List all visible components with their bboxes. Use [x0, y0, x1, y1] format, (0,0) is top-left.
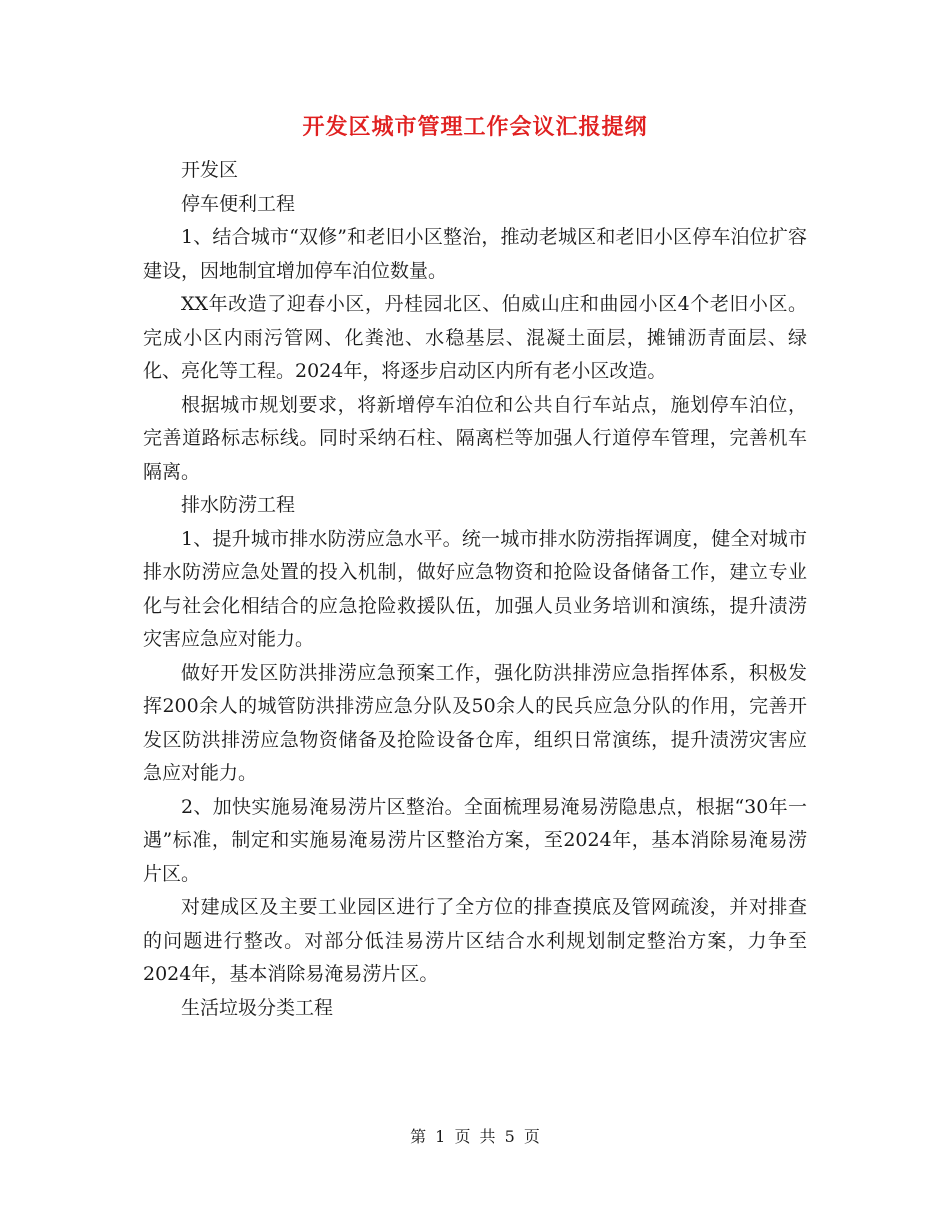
paragraph: 对建成区及主要工业园区进行了全方位的排查摸底及管网疏浚，并对排查的问题进行整改。对部分低洼易涝片区结合水利规划制定整治方案，力争至2024年，基本消除易淹易涝片区。	[143, 896, 807, 985]
paragraph: 根据城市规划要求，将新增停车泊位和公共自行车站点，施划停车泊位，完善道路标志标线。同时采纳石柱、隔离栏等加强人行道停车管理，完善机车隔离。	[143, 393, 807, 483]
paragraph: 做好开发区防洪排涝应急预案工作，强化防洪排涝应急指挥体系，积极发挥200余人的城管防洪排涝应急分队及50余人的民兵应急分队的作用，完善开发区防洪排涝应急物资储备及抢险设备仓库，组织日常演练，提升渍涝灾害应急应对能力。	[143, 661, 807, 784]
document-title: 开发区城市管理工作会议汇报提纲	[302, 114, 648, 140]
page-footer: 第 1 页 共 5 页	[410, 1127, 540, 1146]
section-heading-garbage: 生活垃圾分类工程	[181, 996, 334, 1019]
paragraph: XX年改造了迎春小区，丹桂园北区、伯威山庄和曲园小区4个老旧小区。完成小区内雨污管网、化粪池、水稳基层、混凝土面层，摊铺沥青面层、绿化、亮化等工程。2024年，将逐步启动区内所有老小区改造。	[143, 293, 807, 382]
document-body	[143, 154, 807, 1025]
paragraph: 1、提升城市排水防涝应急水平。统一城市排水防涝指挥调度，健全对城市排水防涝应急处置的投入机制，做好应急物资和抢险设备储备工作，建立专业化与社会化相结合的应急抢险救援队伍，加强人员业务培训和演练，提升渍涝灾害应急应对能力。	[143, 527, 807, 650]
paragraph: 1、结合城市“双修”和老旧小区整治，推动老城区和老旧小区停车泊位扩容建设，因地制宜增加停车泊位数量。	[143, 226, 807, 282]
section-heading-parking: 停车便利工程	[181, 192, 296, 215]
section-heading-drainage: 排水防涝工程	[181, 494, 296, 516]
paragraph: 2、加快实施易淹易涝片区整治。全面梳理易淹易涝隐患点，根据“30年一遇”标准，制定和实施易淹易涝片区整治方案，至2024年，基本消除易淹易涝片区。	[143, 795, 807, 885]
paragraph-org-name: 开发区	[181, 159, 239, 181]
